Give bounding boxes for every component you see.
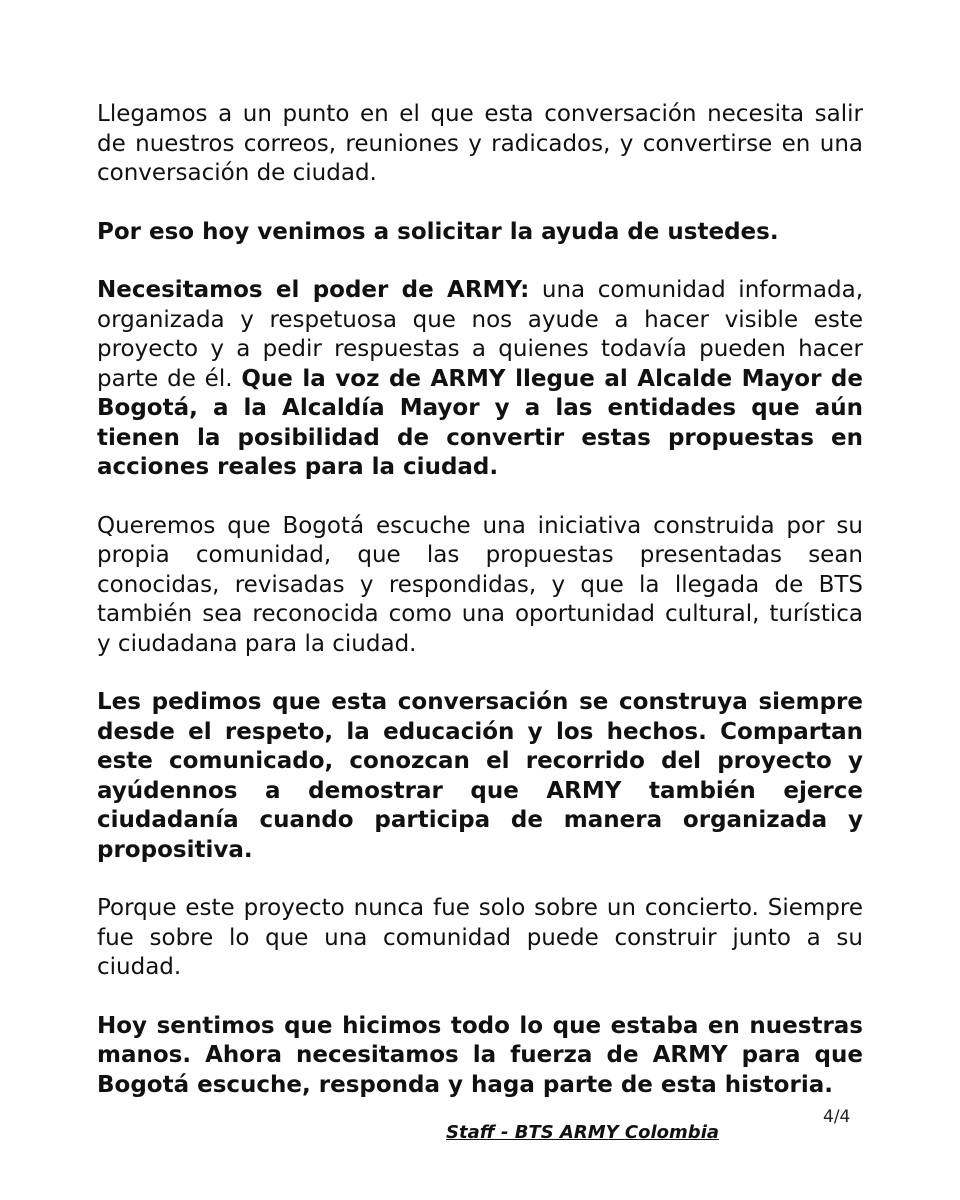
paragraph-bogota-initiative: Queremos que Bogotá escuche una iniciativa construida por su propia comunidad, que las propuestas presentadas sean conocidas, revisadas y respondidas, y que la llegada de BTS también sea reconocida como una oportunidad cultural, turística y ciudadana para la ciudad.: [97, 512, 863, 657]
paragraph-project-purpose: Porque este proyecto nunca fue solo sobre un concierto. Siempre fue sobre lo que una comunidad puede construir junto a su ciudad.: [97, 895, 863, 980]
paragraph-context: Llegamos a un punto en el que esta conversación necesita salir de nuestros correos, reuniones y radicados, y convertirse en una conversación de ciudad.: [97, 101, 863, 186]
signature: Staff - BTS ARMY Colombia: [446, 1122, 720, 1143]
army-power-lead: Necesitamos el poder de ARMY:: [97, 277, 530, 303]
paragraph-request-help: Por eso hoy venimos a solicitar la ayuda de ustedes.: [97, 218, 779, 245]
army-power-body: una comunidad informada, organizada y respetuosa que nos ayude a hacer visible este proyecto y a pedir respuestas a quienes todavía pueden hacer parte de él.: [97, 277, 864, 392]
page-number: 4/4: [823, 1107, 851, 1127]
statement-body: [97, 100, 863, 1129]
paragraph-respect-request: Les pedimos que esta conversación se construya siempre desde el respeto, la educación y los hechos. Compartan este comunicado, conozcan el recorrido del proyecto y ayúdennos a demostrar que ARMY también ejerce ciudadanía cuando participa de manera organizada y propositiva.: [97, 689, 863, 863]
paragraph-closing: Hoy sentimos que hicimos todo lo que estaba en nuestras manos. Ahora necesitamos la fuerza de ARMY para que Bogotá escuche, responda y haga parte de esta historia.: [97, 1012, 863, 1098]
paragraph-army-power: [97, 276, 863, 483]
army-power-call: Que la voz de ARMY llegue al Alcalde Mayor de Bogotá, a la Alcaldía Mayor y a las entidades que aún tienen la posibilidad de convertir estas propuestas en acciones reales para la ciudad.: [97, 365, 863, 480]
